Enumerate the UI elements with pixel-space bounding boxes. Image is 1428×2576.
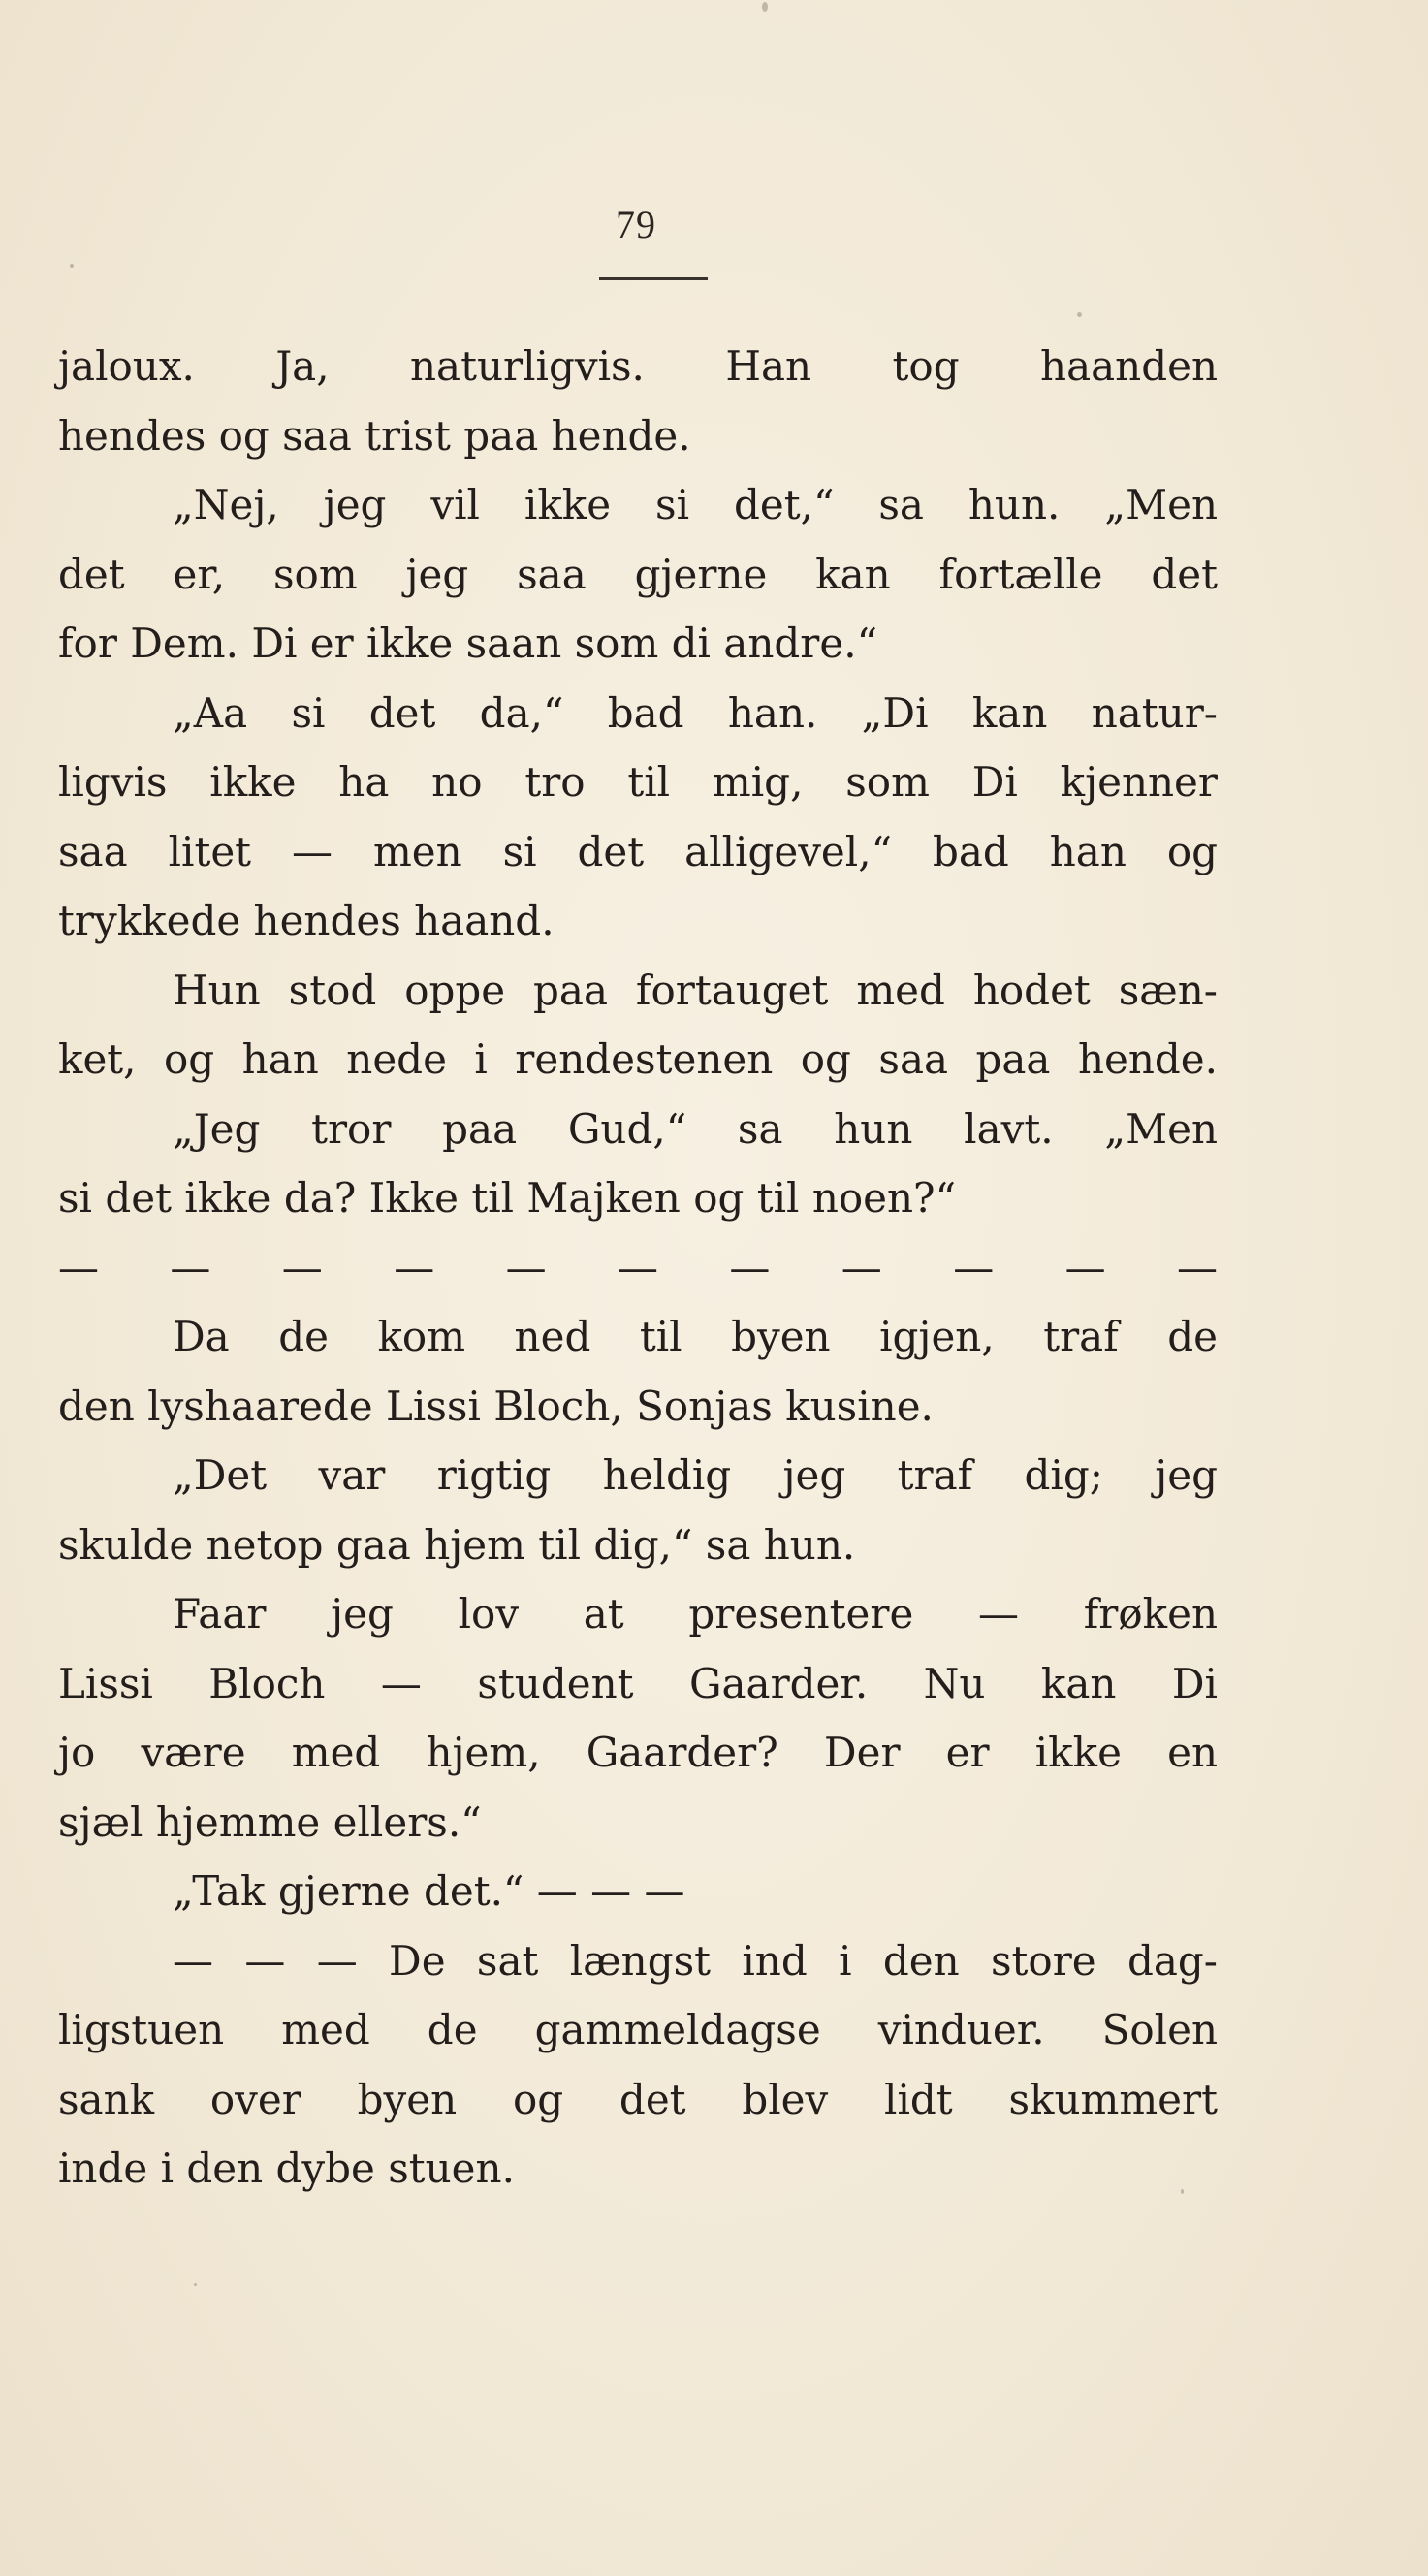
paper-speck	[1077, 312, 1082, 317]
text-line: sjæl hjemme ellers.“	[58, 1797, 482, 1846]
text-line: ligstuen med de gammeldagse vinduer. Solen	[58, 2006, 1218, 2053]
text-line: skulde netop gaa hjem til dig,“ sa hun.	[58, 1520, 856, 1569]
text-line: Da de kom ned til byen igjen, traf de	[173, 1313, 1218, 1360]
text-line: „Det var rigtig heldig jeg traf dig; jeg	[173, 1451, 1218, 1499]
text-line: „Tak gjerne det.“ — — —	[173, 1867, 685, 1915]
text-line: jaloux. Ja, naturligvis. Han tog haanden	[58, 342, 1218, 390]
text-line: Hun stod oppe paa fortauget med hodet sæn-	[173, 966, 1218, 1014]
paper-speck	[194, 2283, 197, 2286]
text-line: — — — De sat længst ind i den store dag-	[173, 1936, 1218, 1985]
page-number-rule	[599, 277, 708, 280]
text-line: den lyshaarede Lissi Bloch, Sonjas kusine.	[58, 1382, 934, 1430]
paper-speck	[70, 264, 74, 268]
text-line: „Jeg tror paa Gud,“ sa hun lavt. „Men	[173, 1104, 1218, 1153]
text-line: ket, og han nede i rendestenen og saa paa hende.	[58, 1035, 1218, 1083]
text-line: Lissi Bloch — student Gaarder. Nu kan Di	[58, 1659, 1218, 1707]
section-break-dashes: — — — — — — — — — — —	[58, 1243, 1218, 1291]
text-line: jo være med hjem, Gaarder? Der er ikke en	[58, 1729, 1218, 1776]
text-line: ligvis ikke ha no tro til mig, som Di kjenner	[58, 758, 1218, 806]
text-line: „Aa si det da,“ bad han. „Di kan natur-	[173, 688, 1218, 737]
text-line: for Dem. Di er ikke saan som di andre.“	[58, 620, 878, 667]
body-text	[58, 332, 1218, 2204]
paper-speck	[1181, 2189, 1184, 2194]
text-line: det er, som jeg saa gjerne kan fortælle det	[58, 550, 1218, 598]
text-line: saa litet — men si det alligevel,“ bad han og	[58, 827, 1218, 875]
text-line: si det ikke da? Ikke til Majken og til noen?“	[58, 1174, 957, 1222]
text-line: inde i den dybe stuen.	[58, 2145, 515, 2192]
paper-speck	[762, 2, 768, 12]
text-line: „Nej, jeg vil ikke si det,“ sa hun. „Men	[173, 481, 1218, 528]
text-line: hendes og saa trist paa hende.	[58, 411, 691, 460]
page-number: 79	[616, 203, 656, 246]
text-line: Faar jeg lov at presentere — frøken	[173, 1590, 1218, 1638]
text-line: trykkede hendes haand.	[58, 897, 555, 944]
text-line: sank over byen og det blev lidt skummert	[58, 2075, 1218, 2123]
